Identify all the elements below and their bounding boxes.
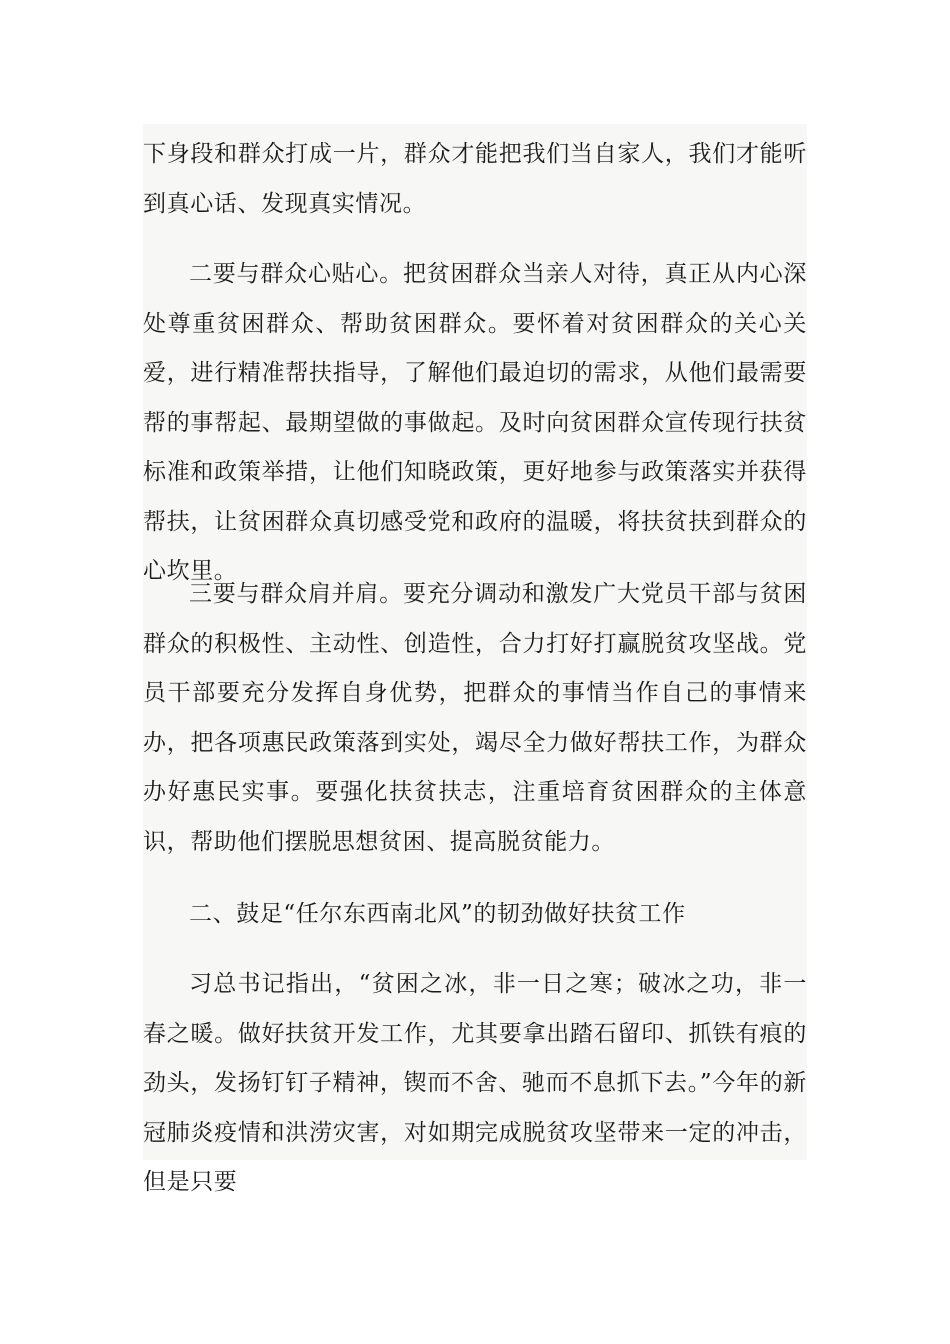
paragraph-shoulder-to-shoulder: 三要与群众肩并肩。要充分调动和激发广大党员干部与贫困群众的积极性、主动性、创造性，合力打好打赢脱贫攻坚战。党员干部要充分发挥自身优势，把群众的事情当作自己的事情来办，把各项惠民政策落到实处，竭尽全力做好帮扶工作，为群众办好惠民实事。要强化扶贫扶志，注重培育贫困群众的主体意识，帮助他们摆脱思想贫困、提高脱贫能力。 bbox=[143, 581, 807, 855]
paragraph-heart-to-heart: 二要与群众心贴心。把贫困群众当亲人对待，真正从内心深处尊重贫困群众、帮助贫困群众。要怀着对贫困群众的关心关爱，进行精准帮扶指导，了解他们最迫切的需求，从他们最需要帮的事帮起、最期望做的事做起。及时向贫困群众宣传现行扶贫标准和政策举措，让他们知晓政策，更好地参与政策落实并获得帮扶，让贫困群众真切感受党和政府的温暖，将扶贫扶到群众的心坎里。 bbox=[143, 261, 807, 584]
paragraph-quote: 习总书记指出，“贫困之冰，非一日之寒；破冰之功，非一春之暖。做好扶贫开发工作，尤其要拿出踏石留印、抓铁有痕的劲头，发扬钉钉子精神，锲而不舍、驰而不息抓下去。”今年的新冠肺炎疫情和洪涝灾害，对如期完成脱贫攻坚带来一定的冲击，但是只要 bbox=[143, 971, 807, 1195]
paragraph-continuation: 下身段和群众打成一片，群众才能把我们当自家人，我们才能听到真心话、发现真实情况。 bbox=[143, 141, 807, 217]
document-body bbox=[143, 124, 807, 1195]
section-heading: 二、鼓足“任尔东西南北风”的韧劲做好扶贫工作 bbox=[189, 901, 686, 927]
